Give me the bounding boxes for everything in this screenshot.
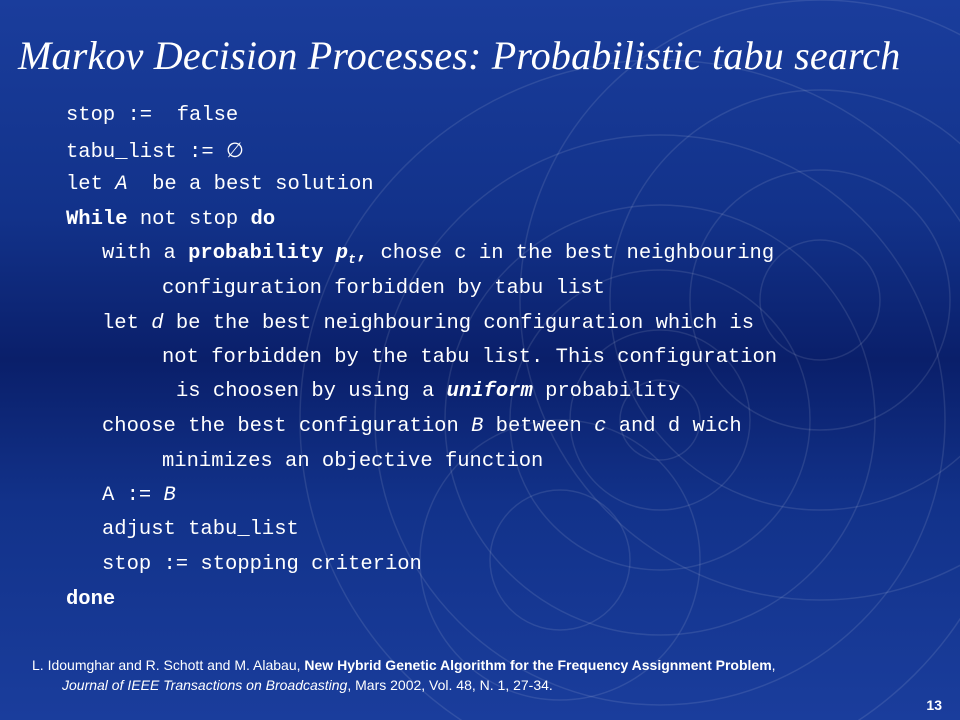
code-line [66,208,275,231]
code-text: between [483,415,595,438]
citation-authors: L. Idoumghar and R. Schott and M. Alabau, [32,657,305,673]
keyword-do: do [250,208,276,231]
code-variable: B [471,415,484,438]
code-text: not forbidden by the tabu list. This configuration [162,346,778,369]
keyword-probability: probability [188,242,336,265]
citation-details: , Mars 2002, Vol. 48, N. 1, 27-34. [347,677,553,693]
code-variable: B [163,484,176,507]
code-text: let [66,173,116,196]
citation-title: New Hybrid Genetic Algorithm for the Frequency Assignment Problem [304,657,772,673]
probability-variable: p [335,242,349,265]
code-text: let [102,312,152,335]
code-text: , [355,242,369,265]
code-text: chose c in the best neighbouring [368,242,775,265]
code-text: A := [102,484,164,507]
citation-line-2 [32,675,952,695]
code-text: minimizes an objective function [162,450,544,473]
code-text: be the best neighbouring configuration which is [163,312,755,335]
keyword-while: While [66,208,128,231]
page-number: 13 [926,697,942,713]
code-line [102,553,422,576]
keyword-uniform: uniform [446,380,533,403]
code-text: with a [102,242,189,265]
probability-subscript: t [348,252,356,268]
code-line [66,138,244,164]
code-line [102,312,754,335]
citation-text: , [771,657,776,673]
code-line [66,104,238,127]
code-line [162,450,543,473]
code-text: not stop [127,208,251,231]
empty-set-symbol: ∅ [225,138,244,162]
code-line [102,484,176,507]
code-line [102,518,299,541]
reference-citation [32,655,952,695]
code-text: configuration forbidden by tabu list [162,277,605,300]
code-variable: A [115,173,128,196]
code-line [176,380,680,403]
code-text: probability [532,380,681,403]
code-line [102,415,742,438]
code-line [102,242,774,267]
code-text: is choosen by using a [176,380,447,403]
code-text: choose the best configuration [102,415,472,438]
code-variable: d [151,312,164,335]
code-variable: c [594,415,607,438]
code-text: stop := stopping criterion [102,553,422,576]
code-text: stop := false [66,104,239,127]
code-line [66,588,115,611]
code-line [162,346,777,369]
code-text: tabu_list := [66,141,226,164]
code-text: be a best solution [127,173,374,196]
code-line [162,277,605,300]
code-text: adjust tabu_list [102,518,299,541]
code-line [66,173,374,196]
citation-journal: Journal of IEEE Transactions on Broadcasting [62,677,348,693]
keyword-done: done [66,588,116,611]
code-text: and d wich [606,415,742,438]
slide-title: Markov Decision Processes: Probabilistic tabu search [18,33,901,78]
